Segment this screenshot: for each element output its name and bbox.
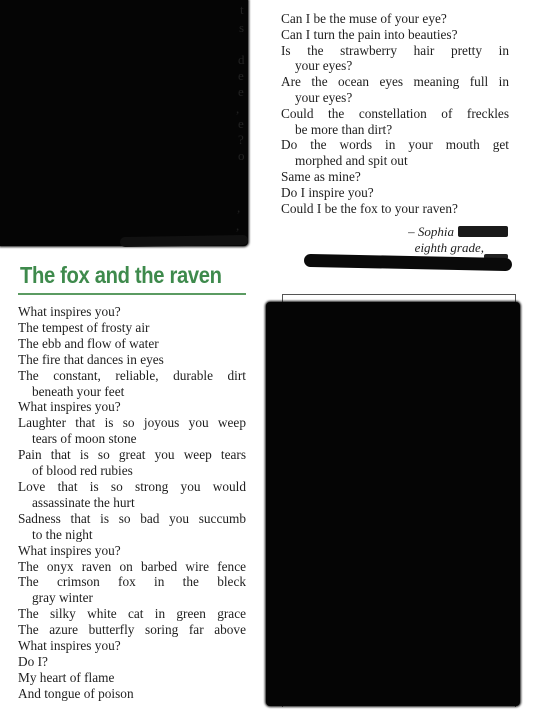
poem-line: Do I? bbox=[18, 653, 48, 669]
author-name: – Sophia bbox=[408, 224, 454, 239]
poem-line: Same as mine? bbox=[281, 168, 361, 184]
poem-line: Do the words in your mouth get bbox=[281, 137, 509, 153]
poem-line: to the night bbox=[32, 526, 93, 542]
author-grade: eighth grade, bbox=[414, 240, 484, 255]
poem-line: The crimson fox in the bleck bbox=[18, 574, 246, 590]
poem-line: What inspires you? bbox=[18, 304, 121, 319]
peek-letter: e bbox=[238, 116, 244, 131]
poem-line: The ebb and flow of water bbox=[18, 335, 159, 351]
peek-letter: t bbox=[240, 2, 244, 17]
poem-title: The fox and the raven bbox=[20, 262, 222, 288]
peek-letter: , bbox=[236, 101, 240, 116]
poem-line: The tempest of frosty air bbox=[18, 319, 150, 335]
poem-line: What inspires you? bbox=[18, 542, 121, 558]
poem-line: Are the ocean eyes meaning full in bbox=[281, 74, 509, 90]
poem-line: The constant, reliable, durable dirt bbox=[18, 367, 246, 383]
redaction-block-bottom-right bbox=[266, 302, 520, 706]
surname-redaction bbox=[458, 226, 508, 237]
poem-line: Pain that is so great you weep tears bbox=[18, 447, 246, 463]
poem-line: Could the constellation of freckles bbox=[281, 105, 509, 121]
peek-letter: o bbox=[238, 148, 245, 163]
poem-line: My heart of flame bbox=[18, 669, 115, 685]
poem-line: What inspires you? bbox=[18, 399, 121, 415]
peek-letter: , bbox=[237, 200, 241, 215]
peek-letter: ? bbox=[238, 132, 244, 147]
poem-line: Laughter that is so joyous you weep bbox=[18, 415, 246, 431]
poem-line: What inspires you? bbox=[18, 638, 121, 654]
peek-letter: d bbox=[238, 52, 245, 67]
poem-line: The fire that dances in eyes bbox=[18, 351, 164, 367]
poem-right-column bbox=[281, 11, 509, 216]
poem-line: The onyx raven on barbed wire fence bbox=[18, 558, 246, 574]
poem-line: The silky white cat in green grace bbox=[18, 606, 246, 622]
redaction-block-top-left bbox=[0, 0, 248, 246]
poem-line: tears of moon stone bbox=[32, 431, 137, 447]
title-underline bbox=[18, 293, 246, 295]
poem-line: gray winter bbox=[32, 590, 93, 606]
poem-line: And tongue of poison bbox=[18, 685, 134, 701]
poem-line: assassinate the hurt bbox=[32, 494, 135, 510]
poem-line: beneath your feet bbox=[32, 383, 125, 399]
poem-line: Is the strawberry hair pretty in bbox=[281, 42, 509, 58]
poem-line: Could I be the fox to your raven? bbox=[281, 200, 458, 216]
poem-line: your eyes? bbox=[295, 89, 353, 105]
peek-letter: s bbox=[239, 20, 245, 35]
poem-line: of blood red rubies bbox=[32, 463, 133, 479]
poem-line: be more than dirt? bbox=[295, 121, 393, 137]
poem-line: Do I inspire you? bbox=[281, 184, 374, 200]
poem-line: Sadness that is so bad you succumb bbox=[18, 510, 246, 526]
poem-line: Can I turn the pain into beauties? bbox=[281, 26, 458, 42]
peek-letter: e bbox=[238, 68, 244, 83]
poem-line: The azure butterfly soring far above bbox=[18, 622, 246, 638]
poem-line: morphed and spit out bbox=[295, 153, 408, 169]
peek-letter: e bbox=[238, 84, 244, 99]
peek-letter: , bbox=[236, 218, 240, 233]
poem-left-column bbox=[18, 304, 246, 702]
poem-line: Can I be the muse of your eye? bbox=[281, 11, 447, 26]
poem-line: Love that is so strong you would bbox=[18, 478, 246, 494]
poem-line: your eyes? bbox=[295, 58, 353, 74]
